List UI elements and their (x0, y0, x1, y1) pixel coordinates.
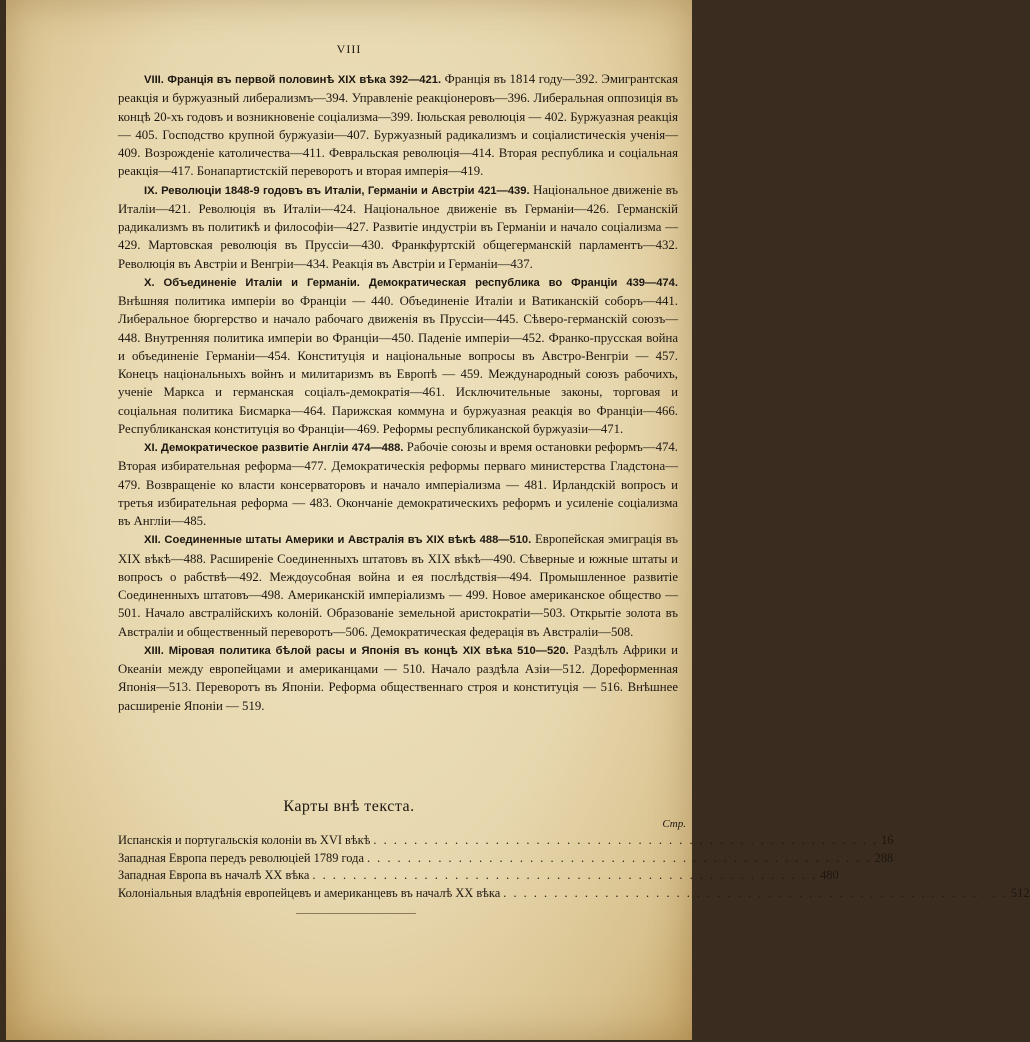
dot-leader: . . . . . . . . . . . . . . . . . . . . . . . . . . . . . . . . . . . . . . . . . . . . . . . . . . (503, 885, 1008, 900)
map-title: Западная Европа передъ революціей 1789 года (118, 850, 364, 865)
page-column-label: Стр. (662, 818, 686, 830)
section-heading: IX. Революціи 1848-9 годовъ въ Италіи, Германіи и Австріи 421—439. (144, 184, 530, 197)
toc-section (118, 641, 678, 715)
divider-rule (296, 913, 416, 914)
map-title: Западная Европа въ началѣ XX вѣка (118, 868, 310, 882)
section-heading: XI. Демократическое развитіе Англіи 474—488. (144, 442, 404, 454)
map-page: 480 (820, 868, 839, 882)
dot-leader: . . . . . . . . . . . . . . . . . . . . . . . . . . . . . . . . . . . . . . . . . . . . . . . . . . (312, 868, 818, 882)
toc-section (118, 273, 678, 438)
map-page: 16 (881, 833, 894, 847)
section-heading: XIII. Міровая политика бѣлой расы и Японія въ концѣ XIX вѣка 510—520. (144, 644, 569, 657)
page-number: VIII (336, 42, 362, 56)
toc-section (118, 530, 678, 641)
section-text: Внѣшняя политика имперіи во Франціи — 440. Объединеніе Италіи и Ватиканскій соборъ—441. Либеральное бюргерство и начало рабочаго движенія въ Пруссіи—445. Сѣверо-германскій союзъ—448. Внутренняя политика имперіи во Франціи—450. Паденіе имперіи—452. Франко-прусская война и объединеніе Германіи—454. Конституція и національные вопросы въ Австро-Венгріи — 457. Конецъ національныхъ войнъ и милитаризмъ въ Европѣ — 459. Международный союзъ рабочихъ, ученіе Маркса и германская соціалъ-демократія—461. Исключительные законы, торговая и соціальная политика Бисмарка—464. Парижская коммуна и буржуазная реакція во Франціи—466. Республиканская конституція во Франціи—469. Реформы республиканской буржуазіи—471. (118, 294, 678, 436)
section-text: Національное движеніе въ Италіи—421. Революція въ Италіи—424. Національное движеніе въ Германіи—426. Германскій радикализмъ въ политикѣ и философіи—427. Развитіе индустріи въ Германіи и начало соціализма — 429. Мартовская революція въ Пруссіи—430. Франкфуртскій общегерманскій парламентъ—432. Революція въ Австріи и Венгріи—434. Реакція въ Австріи и Германіи—437. (118, 182, 679, 271)
book-page (6, 0, 1030, 1040)
maps-list (118, 814, 1030, 902)
toc-section (118, 181, 678, 273)
map-title: Испанскія и португальскія колоніи въ XVI вѣкѣ (118, 833, 371, 847)
section-text: Франція въ 1814 году—392. Эмигрантская реакція и буржуазный либерализмъ—394. Управленіе реакціонеровъ—396. Либеральная оппозиція въ концѣ 20-хъ годовъ и возникновеніе соціализма—399. Іюльская революція — 402. Буржуазная реакція — 405. Господство крупной буржуазіи—407. Буржуазный радикализмъ и соціалистическія ученія—409. Возрожденіе католичества—411. Февральская революція—414. Вторая республика и соціальная реакція—417. Бонапартистскій переворотъ и вторая имперія—419. (118, 72, 678, 179)
section-text: Рабочіе союзы и время остановки реформъ—474. Вторая избирательная реформа—477. Демократическія реформы перваго министерства Гладстона—479. Возвращеніе ко власти консерваторовъ и начало имперіализма — 481. Ирландскій вопросъ и третья избирательная реформа — 483. Окончаніе демократическихъ реформъ и усиленіе соціализма въ Англіи—485. (118, 440, 678, 528)
section-text: Раздѣлъ Африки и Океаніи между европейцами и американцами — 510. Начало раздѣла Азіи—512. Дореформенная Японія—513. Переворотъ въ Японіи. Реформа общественнаго строя и конституція — 516. Внѣшнее расширеніе Японіи — 519. (118, 642, 678, 713)
section-heading: VIII. Франція въ первой половинѣ XIX вѣка 392—421. (144, 74, 442, 86)
map-entry (118, 867, 839, 885)
map-title: Колоніальныя владѣнія европейцевъ и американцевъ въ началѣ XX вѣка (118, 885, 501, 900)
map-entry (118, 832, 894, 850)
toc-section (118, 70, 678, 181)
map-entry (118, 850, 894, 868)
map-entry (118, 885, 1030, 903)
section-text: Европейская эмиграція въ XIX вѣкѣ—488. Расширеніе Соединенныхъ штатовъ въ XIX вѣкѣ—490. Сѣверные и южные штаты и вопросъ о рабствѣ—492. Междоусобная война и ея послѣдствія—494. Промышленное развитіе Соединенныхъ штатовъ—498. Американскій имперіализмъ — 499. Новое американское общество — 501. Начало австралійскихъ колоній. Образованіе земельной аристократіи—503. Открытіе золота въ Австраліи и общественный переворотъ—506. Демократическая федерація въ Австраліи—508. (118, 532, 678, 639)
map-page: 512 (1010, 885, 1030, 900)
section-heading: X. Объединеніе Италіи и Германіи. Демократическая республика во Франціи 439—474. (144, 276, 678, 289)
maps-heading: Карты внѣ текста. (283, 798, 415, 815)
dot-leader: . . . . . . . . . . . . . . . . . . . . . . . . . . . . . . . . . . . . . . . . . . . . . . . . . . (366, 850, 872, 865)
table-of-contents (118, 70, 678, 715)
section-heading: XII. Соединенные штаты Америки и Австралія въ XIX вѣкѣ 488—510. (144, 534, 532, 547)
dot-leader: . . . . . . . . . . . . . . . . . . . . . . . . . . . . . . . . . . . . . . . . . . . . . . . . . . (373, 833, 879, 847)
map-page: 288 (874, 850, 894, 865)
toc-section (118, 438, 678, 530)
